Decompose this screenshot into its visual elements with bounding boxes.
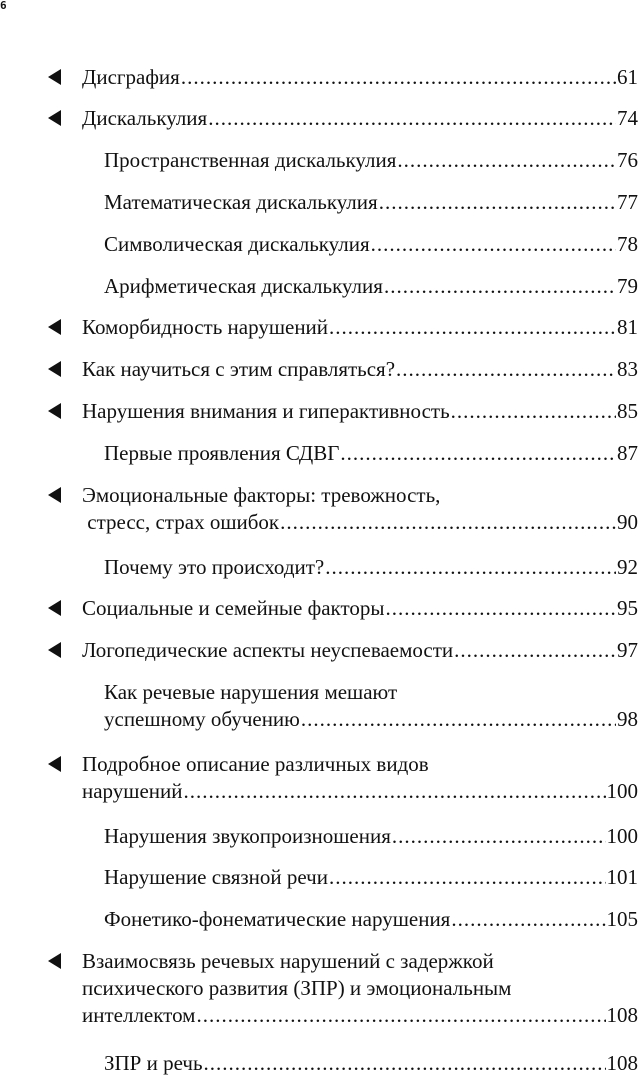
toc-entry-title: Как научиться с этим справляться? (82, 357, 396, 381)
toc-entry-title: Первые проявления СДВГ (104, 441, 340, 465)
toc-page-number: 95 (617, 596, 638, 620)
toc-page-number: 101 (606, 865, 638, 889)
toc-entry-title: Символическая дискалькулия (104, 232, 370, 256)
toc-entry-last-line (82, 778, 638, 805)
dot-leader (280, 509, 616, 536)
toc-entry-title: Логопедические аспекты неуспеваемости (82, 638, 454, 662)
toc-entry-title: Дисграфия (82, 65, 180, 89)
toc-entry-title: Математическая дискалькулия (104, 190, 378, 214)
triangle-bullet-icon (48, 487, 61, 503)
toc-entry[interactable] (104, 273, 638, 300)
toc-entry-title: Нарушения внимания и гиперактивность (82, 399, 450, 423)
toc-entry[interactable] (82, 64, 638, 91)
triangle-bullet-icon (48, 319, 61, 335)
dot-leader (208, 105, 616, 132)
toc-entry[interactable] (104, 440, 638, 467)
dot-leader (340, 440, 616, 467)
toc-entry-title: Подробное описание различных видов (82, 752, 429, 776)
toc-page-number: 100 (606, 824, 638, 848)
toc-entry-last-line (104, 147, 638, 174)
toc-page-number: 78 (617, 232, 638, 256)
toc-entry[interactable] (82, 482, 638, 536)
toc-page-number: 105 (606, 907, 638, 931)
toc-entry-last-line (82, 64, 638, 91)
toc-entry[interactable] (82, 948, 638, 1029)
toc-entry-title: Взаимосвязь речевых нарушений с задержкой (82, 949, 494, 973)
triangle-bullet-icon (48, 69, 61, 85)
toc-page-number: 97 (617, 638, 638, 662)
toc-entry-last-line (104, 823, 638, 850)
dot-leader (204, 1050, 606, 1077)
toc-entry-title: успешному обучению (104, 707, 300, 731)
toc-page-number: 108 (606, 1051, 638, 1075)
toc-entry-last-line (82, 595, 638, 622)
toc-entry-title: Эмоциональные факторы: тревожность, (82, 483, 441, 507)
dot-leader (379, 189, 616, 216)
toc-entry-title: Нарушение связной речи (104, 865, 328, 889)
dot-leader (384, 273, 616, 300)
toc-entry-last-line (82, 314, 638, 341)
toc-entry[interactable] (104, 1050, 638, 1077)
triangle-bullet-icon (48, 600, 61, 616)
toc-page-number: 79 (617, 274, 638, 298)
toc-page-number: 81 (617, 315, 638, 339)
toc-page-number: 61 (617, 65, 638, 89)
toc-entry[interactable] (82, 595, 638, 622)
toc-entry-last-line (104, 189, 638, 216)
triangle-bullet-icon (48, 110, 61, 126)
toc-entry-title: стресс, страх ошибок (82, 510, 280, 534)
dot-leader (396, 356, 616, 383)
toc-entry-last-line (82, 637, 638, 664)
toc-entry[interactable] (104, 189, 638, 216)
toc-page-number: 87 (617, 441, 638, 465)
toc-entry-title: интеллектом (82, 1003, 196, 1027)
dot-leader (184, 778, 606, 805)
toc-entry[interactable] (104, 864, 638, 891)
toc-entry-last-line (104, 706, 638, 733)
toc-entry-last-line (104, 440, 638, 467)
toc-entry[interactable] (104, 554, 638, 581)
dot-leader (397, 147, 616, 174)
dot-leader (392, 823, 606, 850)
triangle-bullet-icon (48, 361, 61, 377)
toc-entry[interactable] (82, 637, 638, 664)
toc-entry[interactable] (82, 314, 638, 341)
toc-page-number: 92 (617, 555, 638, 579)
toc-entry-last-line (82, 398, 638, 425)
toc-entry-last-line (104, 1050, 638, 1077)
toc-page-number: 108 (606, 1003, 638, 1027)
dot-leader (385, 595, 616, 622)
triangle-bullet-icon (48, 642, 61, 658)
triangle-bullet-icon (48, 953, 61, 969)
dot-leader (301, 706, 616, 733)
toc-entry-last-line (104, 554, 638, 581)
toc-entry-title: Фонетико-фонематические нарушения (104, 907, 451, 931)
toc-entry[interactable] (104, 147, 638, 174)
dot-leader (181, 64, 616, 91)
page-number: 6 (0, 0, 7, 12)
toc-entry-title: ЗПР и речь (104, 1051, 203, 1075)
dot-leader (371, 231, 616, 258)
toc-entry-last-line (82, 356, 638, 383)
dot-leader (451, 906, 605, 933)
toc-entry[interactable] (104, 823, 638, 850)
toc-entry-last-line (104, 906, 638, 933)
triangle-bullet-icon (48, 403, 61, 419)
toc-entry-title: Социальные и семейные факторы (82, 596, 385, 620)
dot-leader (451, 398, 616, 425)
toc-entry-title: Коморбидность нарушений (82, 315, 329, 339)
toc-entry-title: нарушений (82, 779, 183, 803)
dot-leader (329, 314, 616, 341)
dot-leader (329, 864, 606, 891)
dot-leader (196, 1002, 605, 1029)
toc-entry-line (82, 975, 638, 1002)
toc-entry-line (82, 482, 638, 509)
toc-entry[interactable] (82, 105, 638, 132)
toc-page-number: 77 (617, 190, 638, 214)
triangle-bullet-icon (48, 756, 61, 772)
toc-page-number: 100 (606, 779, 638, 803)
toc-entry-title: психического развития (ЗПР) и эмоциональным (82, 976, 512, 1000)
dot-leader (454, 637, 616, 664)
toc-entry[interactable] (104, 231, 638, 258)
toc-page-number: 76 (617, 148, 638, 172)
toc-entry-line (104, 679, 638, 706)
toc-entry-title: Как речевые нарушения мешают (104, 680, 398, 704)
toc-entry-title: Дискалькулия (82, 106, 208, 130)
toc-entry-line (82, 751, 638, 778)
toc-page-number: 85 (617, 399, 638, 423)
toc-entry-last-line (104, 231, 638, 258)
toc-entry-title: Пространственная дискалькулия (104, 148, 397, 172)
toc-entry-line (82, 948, 638, 975)
toc-entry-last-line (82, 509, 638, 536)
toc-entry[interactable] (82, 398, 638, 425)
toc-entry-title: Почему это происходит? (104, 555, 325, 579)
toc-entry-last-line (104, 864, 638, 891)
toc-entry[interactable] (82, 356, 638, 383)
toc-entry-last-line (82, 105, 638, 132)
dot-leader (325, 554, 616, 581)
toc-entry[interactable] (82, 751, 638, 805)
toc-entry-title: Арифметическая дискалькулия (104, 274, 383, 298)
toc-page-number: 98 (617, 707, 638, 731)
toc-entry[interactable] (104, 906, 638, 933)
toc-entry[interactable] (104, 679, 638, 733)
toc-entry-title: Нарушения звукопроизношения (104, 824, 391, 848)
toc-page-number: 90 (617, 510, 638, 534)
toc-entry-last-line (82, 1002, 638, 1029)
toc-entry-last-line (104, 273, 638, 300)
toc-page-number: 83 (617, 357, 638, 381)
toc-page-number: 74 (617, 106, 638, 130)
